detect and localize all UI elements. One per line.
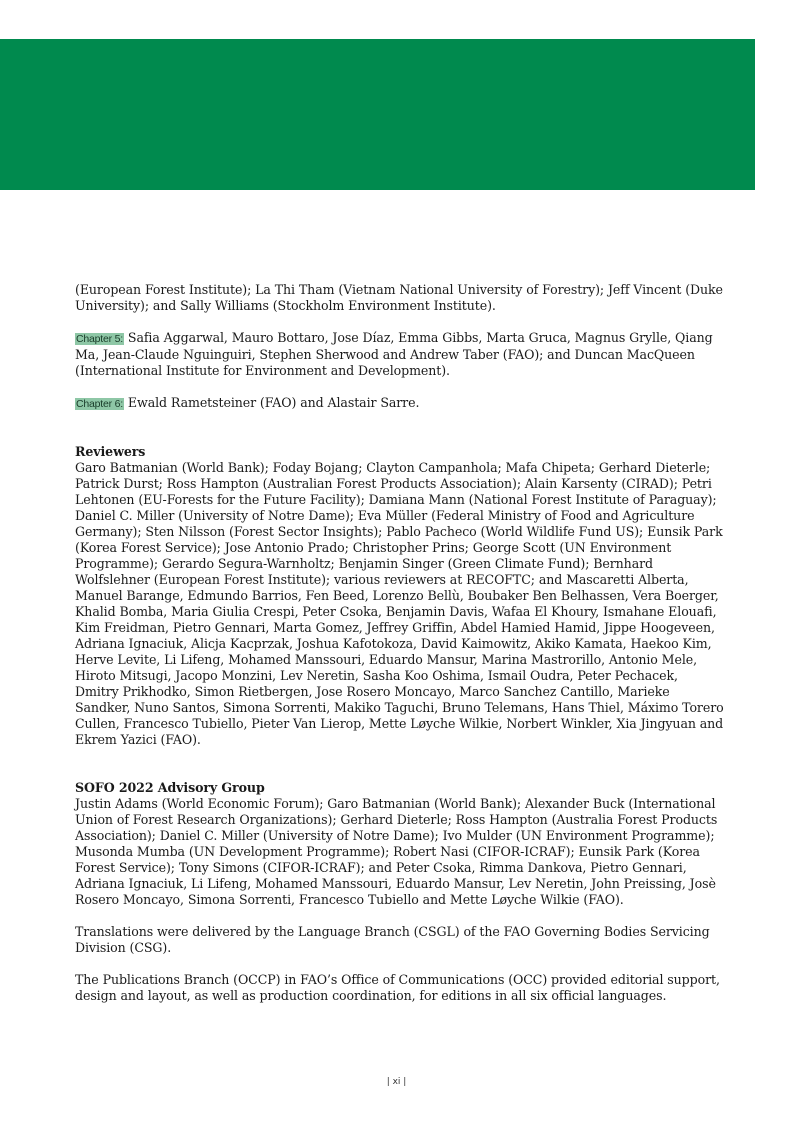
reviewers-heading: Reviewers [75,444,146,459]
acknowledgements-body [75,282,725,1004]
chapter-5-contributors: Safia Aggarwal, Mauro Bottaro, Jose Díaz, Emma Gibbs, Marta Gruca, Magnus Grylle, Qiang Ma, Jean-Claude Nguinguiri, Stephen Sherwood and Andrew Taber (FAO); and Duncan MacQueen (International Institute for Environment and Development). [75,330,713,378]
translations-paragraph: Translations were delivered by the Language Branch (CSGL) of the FAO Governing Bodies Servicing Division (CSG). [75,924,710,955]
header-color-band [0,39,755,190]
reviewers-paragraph: Garo Batmanian (World Bank); Foday Bojang; Clayton Campanhola; Mafa Chipeta; Gerhard Dieterle; Patrick Durst; Ross Hampton (Australian Forest Products Association); Alain Karsenty (CIRAD); Petri Lehtonen (EU-Forests for the Future Facility); Damiana Mann (National Forest Institute of Paraguay); Daniel C. Miller (University of Notre Dame); Eva Müller (Federal Ministry of Food and Agriculture Germany); Sten Nilsson (Forest Sector Insights); Pablo Pacheco (World Wildlife Fund US); Eunsik Park (Korea Forest Service); Jose Antonio Prado; Christopher Prins; George Scott (UN Environment Programme); Gerardo Segura-Warnholtz; Benjamin Singer (Green Climate Fund); Bernhard Wolfslehner (European Forest Institute); various reviewers at RECOFTC; and Mascaretti Alberta, Manuel Barange, Edmundo Barrios, Fen Beed, Lorenzo Bellù, Boubaker Ben Belhassen, Vera Boerger, Khalid Bomba, Maria Giulia Crespi, Peter Csoka, Benjamin Davis, Wafaa El Khoury, Ismahane Elouafi, Kim Freidman, Pietro Gennari, Marta Gomez, Jeffrey Griffin, Abdel Hamied Hamid, Jippe Hoogeveen, Adriana Ignaciuk, Alicja Kacprzak, Joshua Kafotokoza, David Kaimowitz, Akiko Kamata, Haekoo Kim, Herve Levite, Li Lifeng, Mohamed Manssouri, Eduardo Mansur, Marina Mastrorillo, Antonio Mele, Hiroto Mitsugi, Jacopo Monzini, Lev Neretin, Sasha Koo Oshima, Ismail Oudra, Peter Pechacek, Dmitry Prikhodko, Simon Rietbergen, Jose Rosero Moncayo, Marco Sanchez Cantillo, Marieke Sandker, Nuno Santos, Simona Sorrenti, Makiko Taguchi, Bruno Telemans, Hans Thiel, Máximo Torero Cullen, Francesco Tubiello, Pieter Van Lierop, Mette Løyche Wilkie, Norbert Winkler, Xia Jingyuan and Ekrem Yazici (FAO). [75,460,724,747]
chapter-6-paragraph [75,395,725,412]
chapter-5-label: Chapter 5: [76,333,124,345]
page-number: | xi | [386,1077,407,1087]
chapter-6-label: Chapter 6: [76,398,124,410]
advisory-group-heading: SOFO 2022 Advisory Group [75,780,265,795]
advisory-group-paragraph: Justin Adams (World Economic Forum); Garo Batmanian (World Bank); Alexander Buck (International Union of Forest Research Organizations); Gerhard Dieterle; Ross Hampton (Australia Forest Products Association); Daniel C. Miller (University of Notre Dame); Ivo Mulder (UN Environment Programme); Musonda Mumba (UN Development Programme); Robert Nasi (CIFOR-ICRAF); Eunsik Park (Korea Forest Service); Tony Simons (CIFOR-ICRAF); and Peter Csoka, Rimma Dankova, Pietro Gennari, Adriana Ignaciuk, Li Lifeng, Mohamed Manssouri, Eduardo Mansur, Lev Neretin, John Preissing, Josè Rosero Moncayo, Simona Sorrenti, Francesco Tubiello and Mette Løyche Wilkie (FAO). [75,796,718,907]
continuation-paragraph: (European Forest Institute); La Thi Tham (Vietnam National University of Forestry); Jeff Vincent (Duke University); and Sally Williams (Stockholm Environment Institute). [75,282,723,313]
chapter-6-contributors: Ewald Rametsteiner (FAO) and Alastair Sarre. [124,395,420,410]
publications-paragraph: The Publications Branch (OCCP) in FAO’s Office of Communications (OCC) provided editorial support, design and layout, as well as production coordination, for editions in all six official languages. [75,972,720,1003]
chapter-5-paragraph [75,330,725,379]
